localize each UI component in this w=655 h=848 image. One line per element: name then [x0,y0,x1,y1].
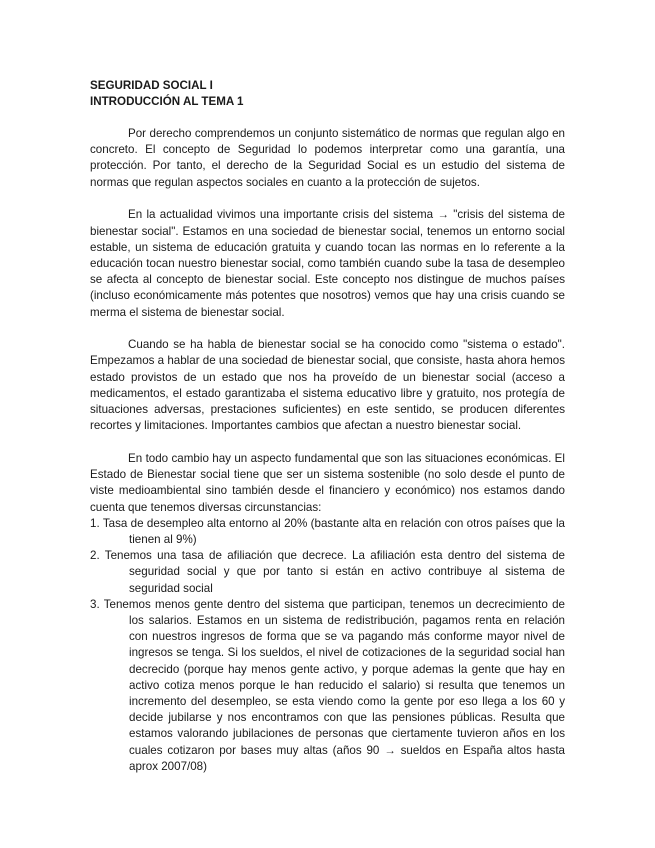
list-item [90,516,565,548]
list-item-number: 1. [90,516,100,530]
list-item [90,597,565,775]
list-item-text: Tasa de desempleo alta entorno al 20% (bastante alta en relación con otros países que la tienen al 9%) [102,516,566,546]
document-subtitle: INTRODUCCIÓN AL TEMA 1 [90,95,244,108]
document-page [90,78,565,775]
paragraph-4: En todo cambio hay un aspecto fundamental que son las situaciones económicas. El Estado de Bienestar social tiene que ser un sistema sostenible (no solo desde el punto de viste medioambiental sino también desde el financiero y económico) nos estamos dando cuenta que tenemos diversas circunstancias: [90,451,565,514]
list-item-text: Tenemos una tasa de afiliación que decrece. La afiliación esta dentro del sistema de seguridad social y que por tanto si están en activo contribuye al sistema de seguridad social [104,549,565,595]
list-item [90,548,565,597]
paragraph-2: En la actualidad vivimos una importante crisis del sistema → "crisis del sistema de bienestar social". Estamos en una sociedad de bienestar social, tenemos un entorno social estable, un sistema de educación gratuita y cuando tocan las normas en lo referente a la educación tocan nuestro bienestar social, como también cuando sube la tasa de desempleo se afecta al concepto de bienestar social. Este concepto nos distingue de muchos países (incluso económicamente más potentes que nosotros) vemos que hay una crisis cuando se merma el sistema de bienestar social. [90,208,565,319]
list-item-text: Tenemos menos gente dentro del sistema que participan, tenemos un decrecimiento de los salarios. Estamos en un sistema de redistribución, pagamos renta en relación con nuestros ingresos de forma que se va pagando más conforme mayor nivel de ingresos se tenga. Si los sueldos, el nivel de cotizaciones de la seguridad social han decrecido (porque hay menos gente activo, y porque ademas la gente que hay en activo cotiza menos porque le han reducido el salario) si resulta que tenemos un incremento del desempleo, se esta viendo como la gente por eso llega a los 60 y decide jubilarse y nos encontramos con que las pensiones públicas. Resulta que estamos valorando jubilaciones de personas que ciertamente tuvieron años en los cuales cotizaron por bases muy altas (años 90 → sueldos en España altos hasta aprox 2007/08) [103,597,566,773]
document-title: SEGURIDAD SOCIAL I [90,79,213,92]
circumstances-list [90,516,565,775]
document-header [90,78,565,110]
list-item-number: 2. [90,549,100,563]
paragraph-3: Cuando se ha habla de bienestar social se ha conocido como "sistema o estado". Empezamos a hablar de una sociedad de bienestar social, que consiste, hasta ahora hemos estado provistos de un estado que nos ha proveído de un bienestar social (acceso a medicamentos, el estado garantizaba el sistema educativo libre y gratuito, nos protegía de situaciones adversas, prestaciones suficientes) en este sentido, se producen diferentes recortes y limitaciones. Importantes cambios que afectan a nuestro bienestar social. [90,338,565,433]
list-item-number: 3. [90,597,100,611]
paragraph-1: Por derecho comprendemos un conjunto sistemático de normas que regulan algo en concreto. El concepto de Seguridad lo podemos interpretar como una garantía, una protección. Por tanto, el derecho de la Seguridad Social es un estudio del sistema de normas que regulan aspectos sociales en cuanto a la protección de sujetos. [90,127,565,189]
